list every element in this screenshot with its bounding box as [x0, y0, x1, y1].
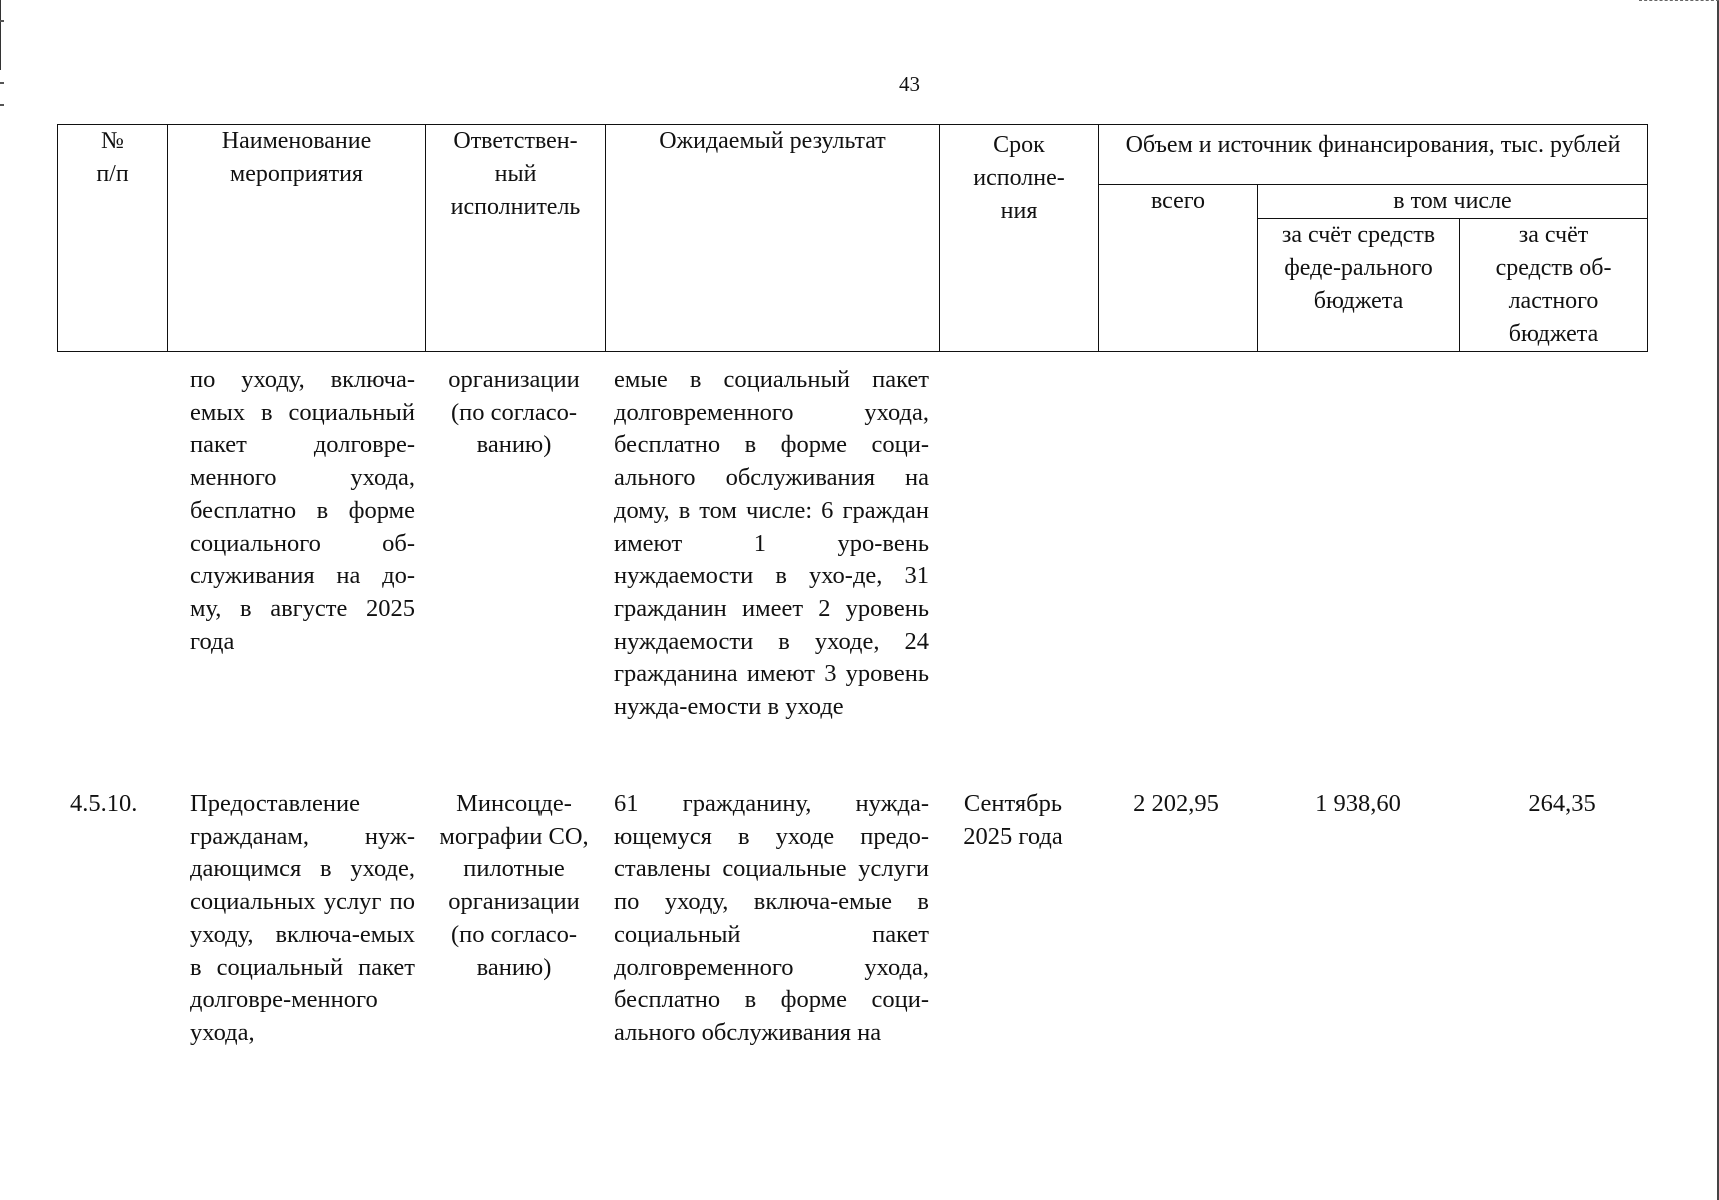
table-header [57, 124, 1648, 352]
row-2-num: 4.5.10. [70, 790, 138, 817]
row-2-result: 61 гражданину, нужда-ющемуся в уходе предо-ставлены социальные услуги по уходу, включа-емые в социальный пакет долговременного ухода, бесплатно в форме соци-ального обслуживания на [614, 790, 929, 1046]
scan-mark [1639, 0, 1719, 2]
header-funding: Объем и источник финансирования, тыс. рублей [1099, 125, 1648, 185]
header-regional: за счёт средств об-ластного бюджета [1460, 219, 1648, 352]
row-1-name: по уходу, включа-емых в социальный пакет долговре-менного ухода, бесплатно в форме социального об-служивания на до-му, в августе 2025 года [190, 366, 415, 655]
row-2-total: 2 202,95 [1133, 790, 1219, 817]
row-2-responsible: Минсоцде-мографии СО, пилотные организации (по согласо-ванию) [439, 790, 589, 981]
row-2-name: Предоставление гражданам, нуж-дающимся в уходе, социальных услуг по уходу, включа-емых в социальный пакет долговре-менного ухода, [190, 790, 415, 1046]
page-number: 43 [899, 72, 920, 96]
header-federal: за счёт средств феде-рального бюджета [1258, 219, 1460, 352]
header-name: Наименование мероприятия [168, 125, 426, 352]
row-2-term: Сентябрь 2025 года [963, 790, 1063, 850]
scan-edge-left [0, 0, 1, 70]
header-including: в том числе [1258, 185, 1648, 219]
row-2-federal: 1 938,60 [1315, 790, 1401, 817]
header-num: № п/п [58, 125, 168, 352]
header-result: Ожидаемый результат [606, 125, 940, 352]
header-term: Срок исполне-ния [940, 125, 1099, 352]
header-total: всего [1099, 185, 1258, 352]
scan-mark [0, 104, 4, 106]
header-responsible: Ответствен-ный исполнитель [426, 125, 606, 352]
scan-mark [0, 20, 4, 22]
row-2-regional: 264,35 [1528, 790, 1596, 817]
row-1-result: емые в социальный пакет долговременного ухода, бесплатно в форме соци-ального обслуживания на дому, в том числе: 6 граждан имеют 1 уро-вень нуждаемости в ухо-де, 31 гражданин имеет 2 уровень нуждаемости в уходе, 24 гражданина имеют 3 уровень нужда-емости в уходе [614, 366, 929, 721]
row-1-responsible: организации (по согласо-ванию) [448, 366, 580, 459]
